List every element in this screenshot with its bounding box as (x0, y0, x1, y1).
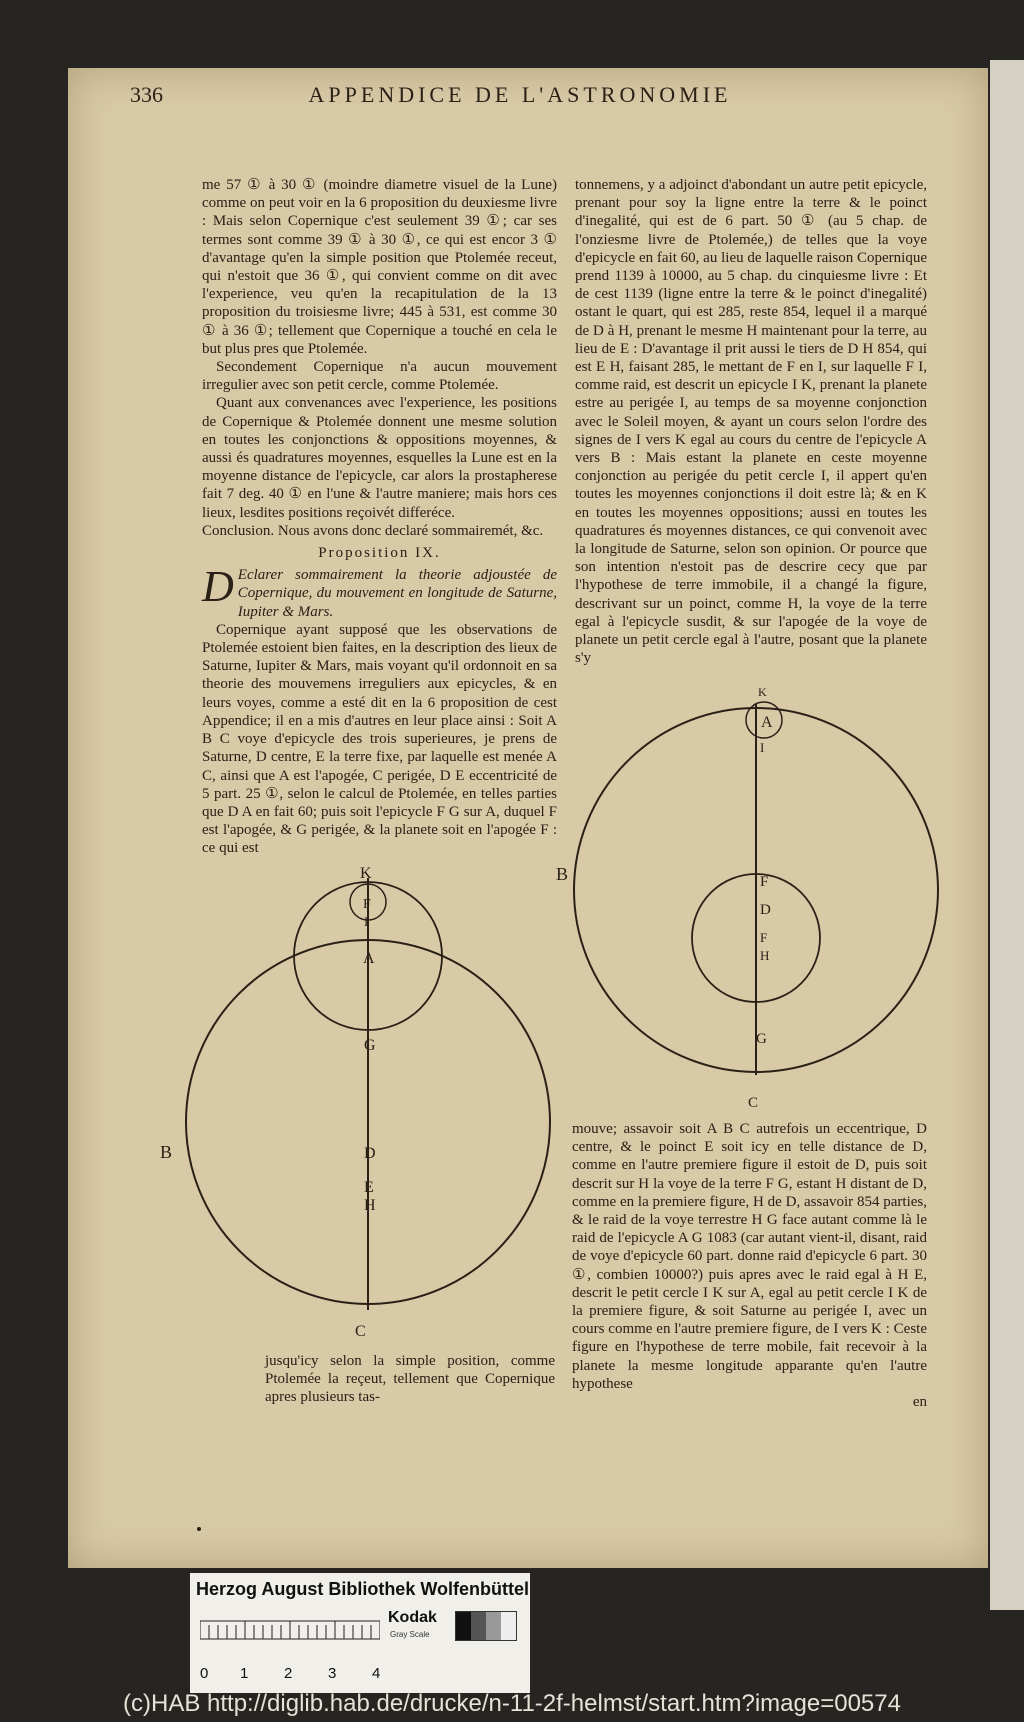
label-f-top: F (760, 874, 769, 890)
right-diagram (550, 680, 970, 1110)
label-c: C (748, 1095, 759, 1110)
label-d: D (760, 902, 771, 918)
label-f-mid: F (760, 930, 768, 945)
right-column-bottom (572, 1120, 927, 1411)
catchword: en (912, 1394, 927, 1411)
label-e: E (364, 1179, 374, 1196)
label-k: K (360, 865, 372, 882)
paragraph: jusqu'icy selon la simple position, comme Ptolemée la reçeut, tellement que Copernique apres plusieurs tas- (265, 1353, 555, 1406)
gray-patches (455, 1611, 517, 1641)
color-calibration-card (190, 1573, 530, 1693)
label-h: H (364, 1197, 376, 1214)
left-column-bottom (265, 1352, 555, 1407)
proposition-intro-text: Eclarer sommairement la theorie adjoustée de Copernique, du mouvement en longitude de Saturne, Iupiter & Mars. (237, 567, 557, 620)
label-h: H (760, 948, 770, 963)
library-name: Herzog August Bibliothek Wolfenbüttel (196, 1579, 529, 1599)
label-i: I (760, 740, 765, 755)
page-number: 336 (130, 82, 163, 107)
label-a: A (761, 714, 773, 731)
label-b: B (160, 1142, 173, 1162)
ruler-number: 0 (200, 1665, 209, 1682)
ruler-number: 1 (240, 1665, 249, 1682)
running-title: APPENDICE DE L'ASTRONOMIE (308, 82, 732, 107)
paragraph: me 57 ① à 30 ① (moindre diametre visuel de la Lune) comme on peut voir en la 6 proposition du deuxiesme livre : Mais selon Copernique c'est seulement 39 ①; car ses termes sont comme 39 ① à 30 ①, ce qui est encor 3 ① d'avantage qu'en la simple position que Ptolemée receut, qui n'estoit que 36 ①, qui convient comme on dit avec l'experience, veu qu'en la recapitulation de la 13 proposition du troisiesme livre; 445 à 531, est comme 30 ① à 36 ①; tellement que Copernique a touché en cela le but plus pres que Ptolemée. (202, 177, 557, 357)
proposition-intro (202, 562, 557, 621)
label-a: A (363, 950, 375, 967)
proposition-title: Proposition IX. (318, 545, 441, 562)
label-g: G (364, 1037, 376, 1054)
ruler-number: 3 (328, 1665, 337, 1682)
label-d: D (364, 1145, 376, 1162)
right-column (575, 176, 927, 667)
label-k: K (758, 685, 767, 699)
label-i: I (364, 914, 369, 929)
paragraph: Copernique ayant supposé que les observations de Ptolemée estoient bien faites, en la description des lieux de Saturne, Iupiter & Mars, mais voyant qu'il ordonnoit en sa theorie des mouvemens irreguliers aux epicycles, & en leurs voyes, comme a esté dit en la 6 proposition de cest Appendice; il en a mis d'autres en leur place ainsi : Soit A B C voye d'epicycle des trois superieures, je prens de Saturne, D centre, E la terre fixe, par laquelle est menée A C, ainsi que A est l'apogée, C perigée, D E eccentricité de 5 part. 25 ①, selon le calcul de Ptolemée, en telles parties que D A en fait 60; puis soit l'epicycle F G sur A, duquel F est l'apogée, & G perigée, & la planete soit en l'apogée F : ce qui est (202, 621, 557, 857)
left-diagram (160, 860, 580, 1350)
label-c: C (355, 1323, 366, 1340)
ink-dot (197, 1527, 201, 1531)
paragraph: tonnemens, y a adjoinct d'abondant un autre petit epicycle, prenant pour soy la ligne entre la terre & le poinct d'inegalité, qui est de 6 part. 50 ① (au 5 chap. de l'onziesme livre de Ptolemée,) de telles que la voye d'epicycle en fait 60, au lieu de laquelle raison Copernique prend 1139 à 10000, au 5 chap. du cinquiesme livre : Et de cest 1139 (ligne entre la terre & le poinct d'inegalité) ostant le quart, qui est 285, reste 854, lequel il a marqué de D à H, prenant le mesme H maintenant pour la terre, au lieu de E : D'avantage il prit aussi le tiers de D H 854, qui est E H, faisant 285, le mettant de F en I, sur laquelle F I, comme raid, est descrit un epicycle I K, prenant la planete estre au perigée I, au temps de sa moyenne conjonction avec le Soleil moyen, & ayant un cours selon l'ordre des signes de I vers K egal au cours du centre de l'epicycle A vers B : Mais estant la planete en ceste moyenne conjonction au perigée du petit cercle I, il appert qu'en toutes les moyennes conjonctions il doit estre là; & en K en toutes les moyennes oppositions; aussi en toutes les quadratures és moyennes distances, ce qui convenoit avec la longitude de Saturne, selon son opinion. Or pource que son intention n'estoit pas de descrire cecy que par l'hypothese de terre immobile, il a changé la figure, descrivant sur un poinct, comme H, la voye de la terre egal à l'epicycle susdit, & sur l'apogée de la voye de planete un petit cercle egal à l'autre, posant que la planete s'y (575, 177, 927, 667)
paragraph: Quant aux convenances avec l'experience, les positions de Copernique & Ptolemée donnent une mesme solution en toutes les conjonctions & oppositions moyennes, & aussi és quadratures moyennes, esquelles la Lune est en la moyenne distance de l'epicycle, car alors la prostapherese fait 7 deg. 40 ① en l'une & l'autre maniere; mais hors ces lieux, lesdites positions reçoivét differéce. (202, 395, 557, 521)
ruler-number: 2 (284, 1665, 293, 1682)
drop-cap: D (202, 562, 234, 612)
label-g: G (756, 1031, 767, 1047)
left-column (202, 176, 557, 858)
paragraph: mouve; assavoir soit A B C autrefois un eccentrique, D centre, & le poinct E soit icy en telle distance de D, comme en l'autre premiere figure il estoit de D, puis soit descrit sur H la voye de la terre F G, estant H distant de D, comme en la premiere figure, H de D, assavoir 854 parties, & le raid de la voye terrestre H G face autant comme là le raid de l'epicycle A G 1083 (car autant vient-il, disant, raid de voye d'epicycle 60 part. donne raid d'epicycle 6 part. 30 ①, combien 10000?) puis apres avec le raid egal à H E, descrit le petit cercle I K sur A, egal au petit cercle I K de la premiere figure, & soit Saturne au perigée I, avec un cours comme en l'autre premiere figure, de I vers K : Ceste figure en l'hypothese de terre mobile, fait recevoir à la planete la mesme longitude apparante qu'en l'autre hypothese (572, 1121, 927, 1392)
ruler (200, 1613, 380, 1643)
copyright-notice: (c)HAB http://diglib.hab.de/drucke/n-11-2f-helmst/start.htm?image=00574 (123, 1690, 901, 1717)
page-header (130, 82, 910, 112)
label-f: F (363, 897, 371, 912)
adjacent-page-edge (990, 60, 1024, 1610)
paragraph: Secondement Copernique n'a aucun mouvement irregulier avec son petit cercle, comme Ptolemée. (202, 359, 557, 394)
kodak-logo: Kodak (388, 1609, 437, 1626)
ruler-number: 4 (372, 1665, 381, 1682)
label-b: B (556, 864, 569, 884)
gray-scale-label: Gray Scale (390, 1630, 430, 1639)
conclusion: Conclusion. Nous avons donc declaré sommairemét, &c. (202, 522, 544, 539)
